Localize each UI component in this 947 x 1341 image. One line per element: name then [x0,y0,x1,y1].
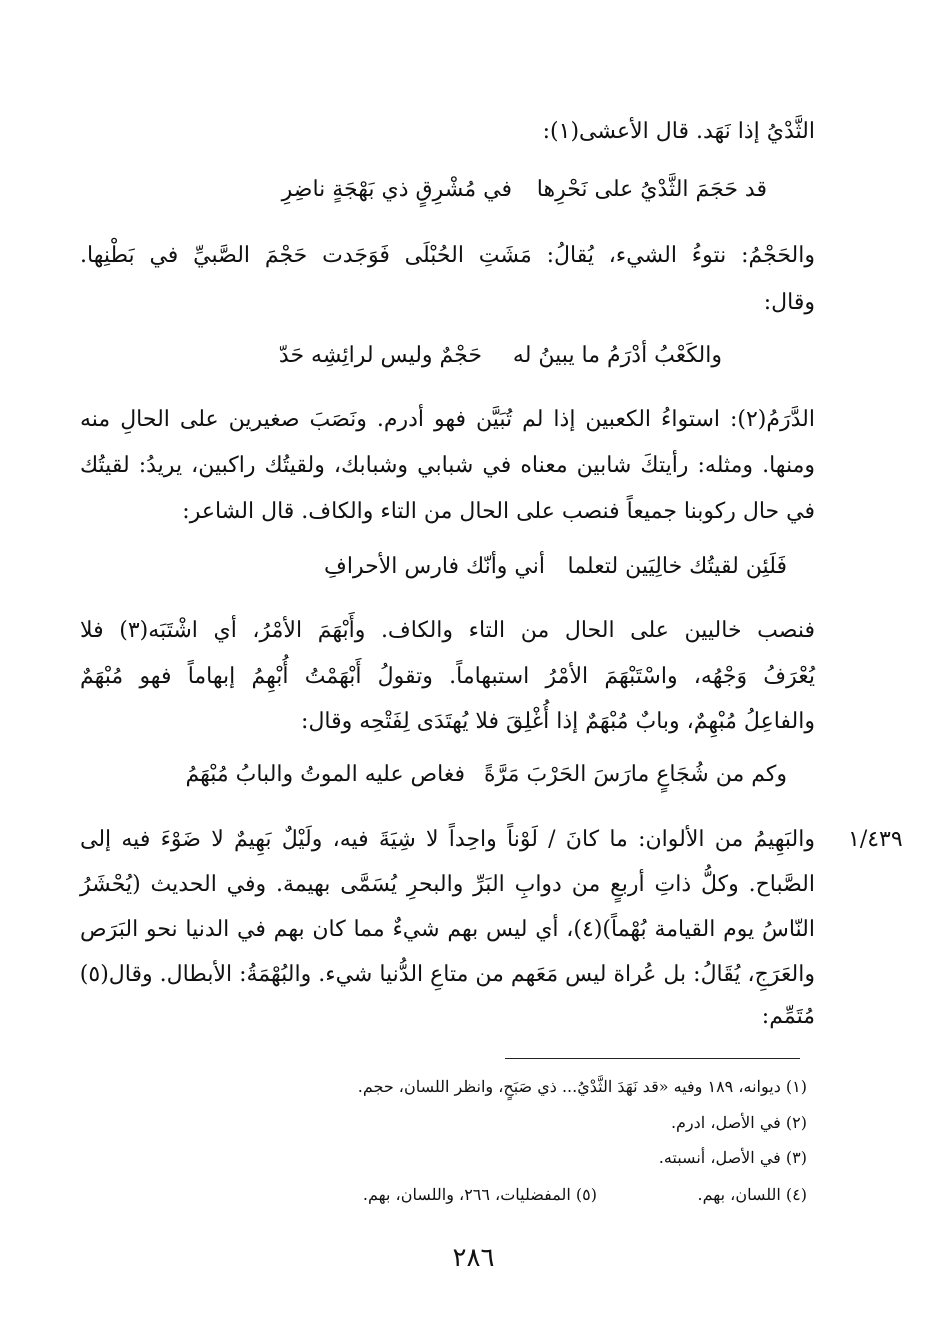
paragraph-line: مُتَمِّم: [761,1004,815,1029]
paragraph-line: فنصب خاليين على الحال من التاء والكاف. وأَبْهَمَ الأمْرُ، أي اشْتَبَه(٣) فلا [80,618,815,643]
paragraph-line: في حال ركوبنا جميعاً فنصب على الحال من التاء والكاف. قال الشاعر: [182,499,815,524]
paragraph-line: وقال: [763,290,815,315]
footnote-3: (٣) في الأصل، أنسبته. [658,1148,807,1167]
footnote-5: (٥) المفضليات، ٢٦٦، واللسان، بهم. [362,1185,597,1204]
footnote-4: (٤) اللسان، بهم. [697,1185,807,1204]
paragraph-line: والبَهِيمُ من الألوان: ما كانَ / لَوْناً واحِداً لا شِيَةَ فيه، ولَيْلٌ بَهِيمٌ لا ضَوْءَ فيه إلى [80,827,815,852]
footnote-divider [505,1058,800,1059]
paragraph-line: والفاعِلُ مُبْهِمٌ، وبابٌ مُبْهَمٌ إذا أُغْلِقَ فلا يُهتَدَى لِفَتْحِه وقال: [301,709,815,734]
paragraph-line: يُعْرَفُ وَجْهُه، واسْتَبْهَمَ الأمْرُ استبهاماً. وتقولُ أَبْهَمْتُ أُبْهِمُ إبهاماً فهو مُبْهَمٌ [80,664,815,689]
paragraph-line: والحَجْمُ: نتوءُ الشيء، يُقالُ: مَشَتِ الحُبْلَى فَوَجَدت حَجْمَ الصَّبيِّ في بَطْنِها. [80,243,815,268]
verse-left-hemistich: حَجْمٌ وليس لرائِشِه حَدّ [278,343,482,368]
paragraph-line: الدَّرَمُ(٢): استواءُ الكعبين إذا لم تُبَيَّن فهو أدرم. ونَصَبَ صغيرين على الحالِ منه [80,407,815,432]
verse-left-hemistich: فغاص عليه الموتُ والبابُ مُبْهَمُ [185,762,465,787]
verse-left-hemistich: في مُشْرِقٍ ذي بَهْجَةٍ ناضِرِ [281,177,512,202]
footnote-1: (١) ديوانه، ١٨٩ وفيه «قد نَهَدَ الثَّدْيُ... ذي صَبَحٍ، وانظر اللسان، حجم. [357,1077,807,1096]
verse-right-hemistich: فَلَئِن لقيتُك خالِيَين لتعلما [567,554,787,579]
paragraph-line: ومنها. ومثله: رأيتكَ شابين معناه في شبابي وشبابك، ولقيتُك راكبين، يريدُ: لقيتُك [80,453,815,478]
paragraph-line: الصَّباح. وكلُّ ذاتِ أربعٍ من دوابِ البَرِّ والبحرِ يُسَمَّى بهيمة. وفي الحديث (يُحْشَرُ [80,872,815,897]
paragraph-line: والعَرَجِ، يُقَالُ: بل عُراة ليس مَعَهم من متاعِ الدُّنيا شيء. والبُهْمَةُ: الأبطال. وقال(٥) [79,962,815,987]
paragraph-line: النّاسُ يوم القيامة بُهْماً)(٤)، أي ليس بهم شيءٌ مما كان بهم في الدنيا نحو البَرَص [80,917,816,942]
verse-right-hemistich: قد حَجَمَ الثَّدْيُ على نَحْرِها [536,177,767,202]
page-number: ٢٨٦ [452,1243,495,1273]
verse-right-hemistich: والكَعْبُ أدْرَمُ ما يبينُ له [512,343,722,368]
footnote-2: (٢) في الأصل، ادرم. [670,1113,807,1132]
verse-right-hemistich: وكم من شُجَاعٍ مارَسَ الحَرْبَ مَرَّةً [484,762,787,787]
margin-reference: ١/٤٣٩ [848,827,903,852]
verse-left-hemistich: أني وأنّك فارس الأحرافِ [324,554,545,579]
paragraph-line: الثَّدْيُ إذا نَهَد. قال الأعشى(١): [542,119,815,144]
